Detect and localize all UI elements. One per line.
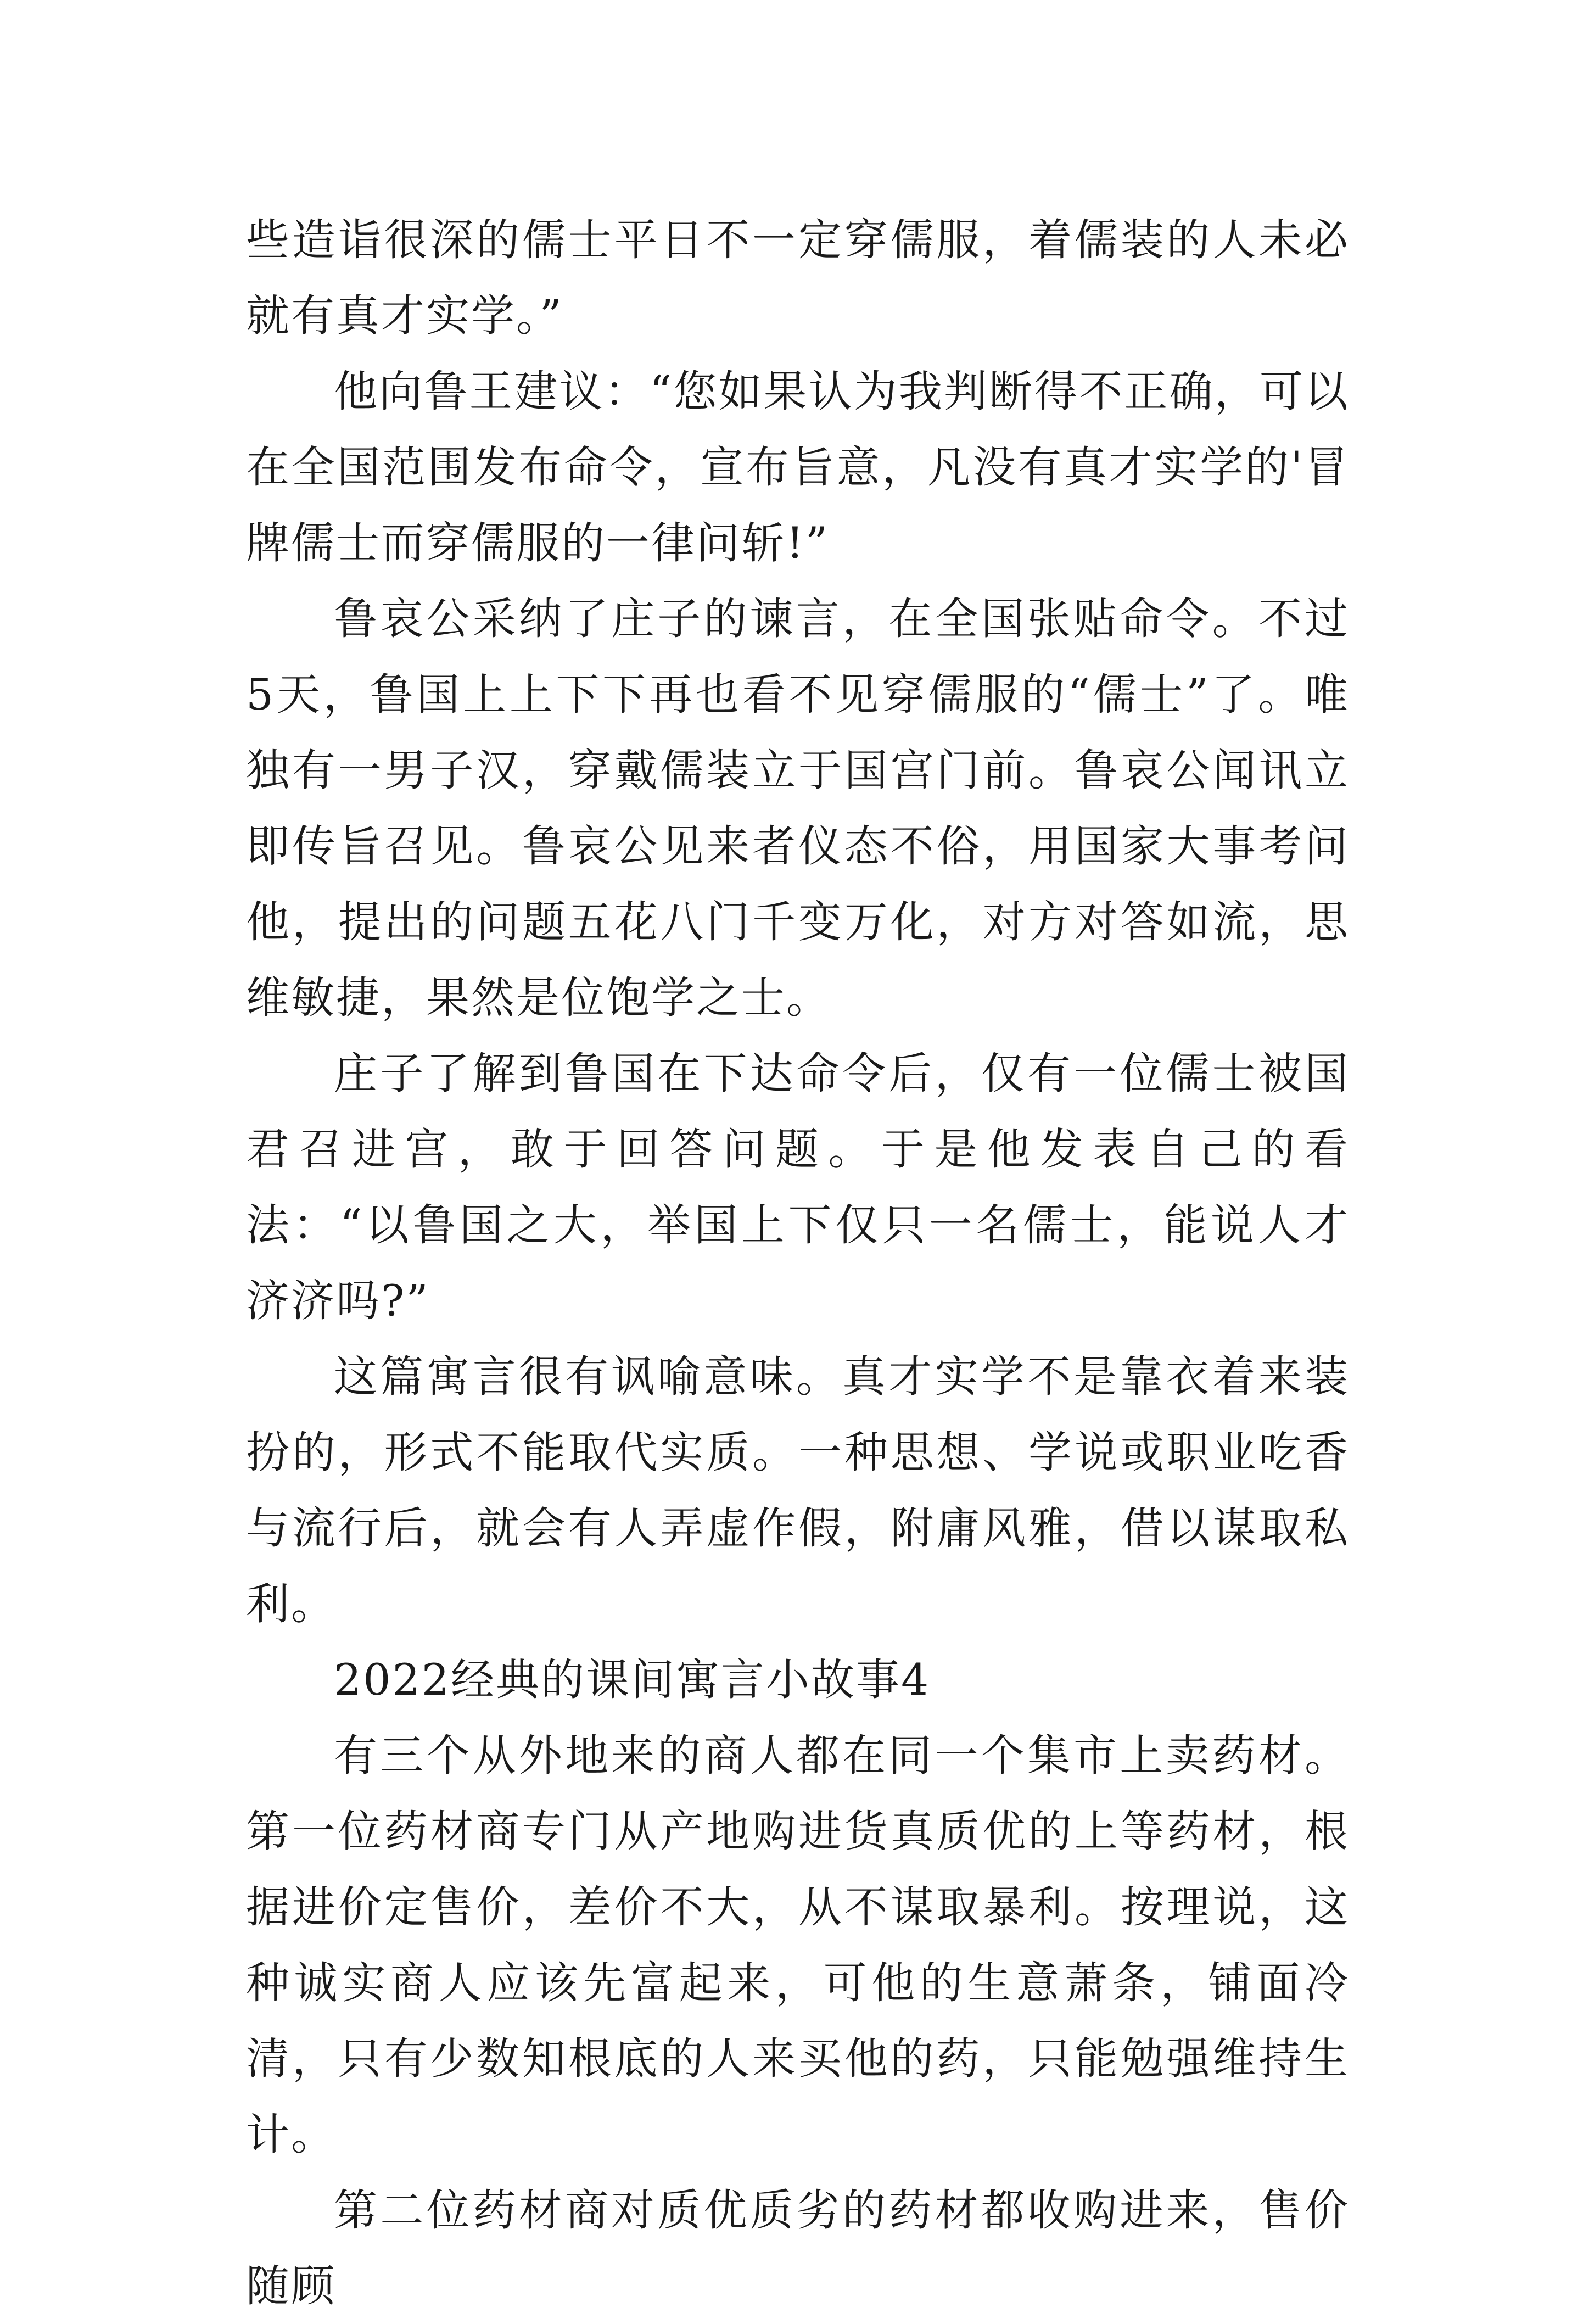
document-body [246,202,1350,2324]
paragraph: 庄子了解到鲁国在下达命令后，仅有一位儒士被国君召进宫，敢于回答问题。于是他发表自己的看法：“以鲁国之大，举国上下仅只一名儒士，能说人才济济吗?” [246,1048,1350,1326]
paragraph: 有三个从外地来的商人都在同一个集市上卖药材。第一位药材商专门从产地购进货真质优的上等药材，根据进价定售价，差价不大，从不谋取暴利。按理说，这种诚实商人应该先富起来，可他的生意萧条，铺面冷清，只有少数知根底的人来买他的药，只能勉强维持生计。 [246,1730,1350,2160]
paragraph: 这篇寓言很有讽喻意味。真才实学不是靠衣着来装扮的，形式不能取代实质。一种思想、学说或职业吃香与流行后，就会有人弄虚作假，附庸风雅，借以谋取私利。 [246,1351,1350,1629]
section-heading: 2022经典的课间寓言小故事4 [334,1655,931,1705]
paragraph: 第二位药材商对质优质劣的药材都收购进来，售价随顾 [246,2185,1350,2311]
paragraph: 鲁哀公采纳了庄子的谏言，在全国张贴命令。不过5天，鲁国上上下下再也看不见穿儒服的“儒士”了。唯独有一男子汉，穿戴儒装立于国宫门前。鲁哀公闻讯立即传旨召见。鲁哀公见来者仪态不俗，用国家大事考问他，提出的问题五花八门千变万化，对方对答如流，思维敏捷，果然是位饱学之士。 [246,594,1350,1023]
paragraph-continuation: 些造诣很深的儒士平日不一定穿儒服，着儒装的人未必就有真才实学。” [246,215,1350,341]
paragraph: 他向鲁王建议：“您如果认为我判断得不正确，可以在全国范围发布命令，宣布旨意，凡没有真才实学的'冒牌儒士而穿儒服的一律问斩!” [246,366,1350,568]
